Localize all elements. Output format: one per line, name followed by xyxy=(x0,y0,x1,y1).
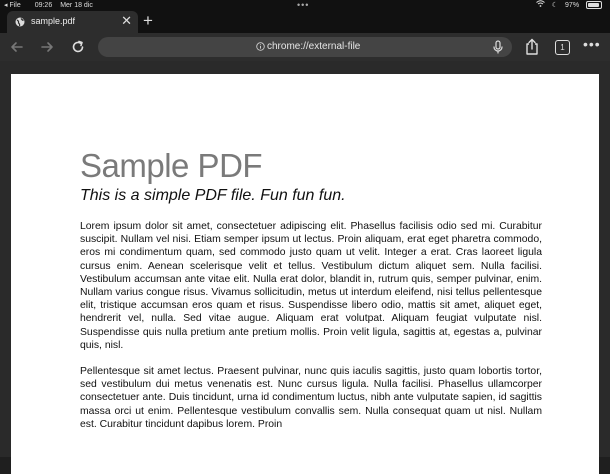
pdf-page xyxy=(11,74,599,474)
status-time: 09:26 xyxy=(34,2,53,9)
browser-toolbar xyxy=(0,33,610,61)
status-left xyxy=(4,0,99,11)
status-right xyxy=(531,0,602,11)
status-date: Mer 18 dic xyxy=(60,2,93,9)
battery-percent: 97% xyxy=(565,2,580,9)
new-tab-plus-icon[interactable]: + xyxy=(143,11,153,30)
info-icon[interactable] xyxy=(256,42,265,51)
tab-count-label: 1 xyxy=(560,43,565,52)
reload-icon[interactable] xyxy=(70,39,86,55)
battery-icon xyxy=(586,1,602,9)
multitasking-dots-icon[interactable]: ••• xyxy=(297,0,310,10)
pdf-title: Sample PDF xyxy=(80,147,263,184)
pdf-subtitle: This is a simple PDF file. Fun fun fun. xyxy=(80,187,346,204)
close-tab-icon[interactable]: ✕ xyxy=(121,13,132,28)
back-app-label: File xyxy=(9,2,21,9)
tab-sample-pdf[interactable] xyxy=(7,11,138,33)
pdf-paragraph: Pellentesque sit amet lectus. Praesent pulvinar, nunc quis iaculis sagittis, justo quam lobortis tortor, sed vestibulum dui metus venenatis est. Nunc cursus ligula. Nulla facilisi. Phasellus ullamcorper consectetuer ante. Duis tincidunt, urna id condimentum luctus, nibh ante vulputate sapien, id sagittis massa orci ut enim. Pellentesque vestibulum convallis sem. Nulla consequat quam ut nisl. Nullam est. Curabitur tincidunt dapibus lorem. Proin xyxy=(80,366,542,430)
mic-icon[interactable] xyxy=(492,40,504,54)
pdf-body xyxy=(80,220,542,444)
address-bar[interactable] xyxy=(98,37,512,57)
tab-title: sample.pdf xyxy=(31,16,76,26)
back-arrow-icon[interactable] xyxy=(9,39,25,55)
forward-arrow-icon[interactable] xyxy=(39,39,55,55)
share-icon[interactable] xyxy=(524,38,540,56)
more-icon[interactable]: ••• xyxy=(583,36,601,52)
wifi-icon xyxy=(536,2,547,9)
globe-icon xyxy=(15,17,25,27)
status-bar xyxy=(0,0,610,11)
moon-icon: ☾ xyxy=(551,2,559,9)
pdf-viewer[interactable] xyxy=(0,61,610,457)
back-to-app-link[interactable]: ◂ File xyxy=(4,2,21,9)
pdf-paragraph: Lorem ipsum dolor sit amet, consectetuer adipiscing elit. Phasellus facilisis odio sed mi. Curabitur suscipit. Nullam vel nisi. Etiam semper ipsum ut lectus. Proin aliquam, erat eget pharetra commodo, eros mi condimentum quam, sed commodo justo quam ut velit. Integer a erat. Cras laoreet ligula cursus enim. Aenean scelerisque velit et tellus. Vestibulum dictum aliquet sem. Nulla facilisi. Vestibulum accumsan ante vitae elit. Nulla erat dolor, blandit in, rutrum quis, semper pulvinar, enim. Nullam varius congue risus. Vivamus sollicitudin, metus ut interdum eleifend, nisi tellus pellentesque elit, tristique accumsan eros quam et risus. Suspendisse libero odio, mattis sit amet, aliquet eget, hendrerit vel, nulla. Sed vitae augue. Aliquam erat volutpat. Aliquam feugiat vulputate nisl. Suspendisse quis nulla pretium ante pretium mollis. Proin velit ligula, sagittis at, egestas a, pulvinar quis, nisl. xyxy=(80,221,542,351)
tab-count-icon[interactable] xyxy=(555,40,570,55)
address-url: chrome://external-file xyxy=(267,41,361,52)
tab-strip xyxy=(0,11,610,33)
